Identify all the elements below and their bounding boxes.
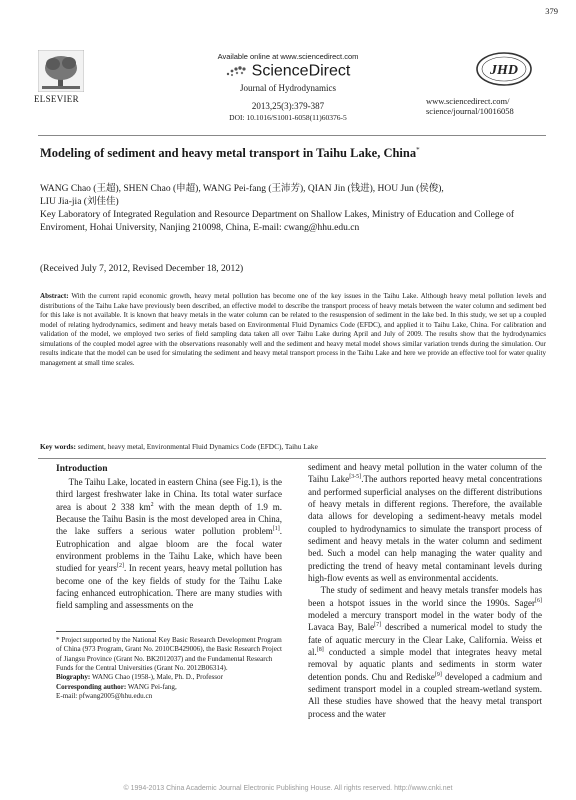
- citation[interactable]: [8]: [316, 646, 324, 653]
- copyright-footer: © 1994-2013 China Academic Journal Electronic Publishing House. All rights reserved. http://www.cnki.net: [123, 785, 453, 792]
- abstract-divider: [38, 458, 546, 459]
- sciencedirect-name: ScienceDirect: [251, 62, 351, 80]
- journal-volume: 2013,25(3):379-387: [251, 101, 325, 111]
- article-title: Modeling of sediment and heavy metal transport in Taihu Lake, China*: [40, 145, 420, 160]
- journal-website[interactable]: [426, 97, 546, 117]
- affiliation: Key Laboratory of Integrated Regulation and Resource Department on Shallow Lakes, Ministry of Education and College of Enviroment, Hohai University, Nanjing 210098, China, E-mail: cwang@hhu.edu.cn: [40, 210, 515, 234]
- article-doi[interactable]: DOI: 10.1016/S1001-6058(11)60376-5: [229, 113, 347, 122]
- biography: Biography: WANG Chao (1958-), Male, Ph. D., Professor: [56, 673, 223, 682]
- jhd-journal-logo: [474, 50, 534, 88]
- authors-line-1: WANG Chao (王超), SHEN Chao (申超), WANG Pei-fang (王沛芳), QIAN Jin (钱进), HOU Jun (侯俊),: [40, 184, 444, 194]
- website-line-1[interactable]: www.sciencedirect.com/: [426, 96, 510, 106]
- title-footnote-mark: *: [416, 145, 420, 154]
- abstract-text: With the current rapid economic growth, heavy metal pollution has become one of the key issues in the Taihu Lake. Although heavy metal pollution levels and distributions of the Taihu Lake have previously been described, an effective model to describe the transport process of heavy metals between the water column and sediment bed for this lake is not available. It is known that heavy metals in the water column can be related to the resuspension of sediment in the lake bed. In this study, we set up a coupled model of relating hydrodynamics, sediment and heavy metals based on Environmental Fluid Dynamics Code (EFDC), and applied it to Taihu Lake, China. For calibration and validation of the model, we employed two series of field sampling data taken all over Taihu Lake during April and July of 2009. The results show that the hydrodynamics simulations of the coupled model agree with the observations reasonably well and the sediment and heavy metal model shows similar variation trends during the simulation. Our results indicate that the model can be used for simulating the sediment and heavy metal transport process in the Taihu Lake and here we provide an effective tool for water quality management at small time scales.: [40, 292, 546, 367]
- journal-name: Journal of Hydrodynamics: [240, 83, 336, 93]
- header-divider: [38, 135, 546, 136]
- section-heading-introduction: Introduction: [56, 464, 108, 474]
- paragraph: sediment and heavy metal pollution in the water column of the Taihu Lake[3-5].The authors reported heavy metal concentrations and performed superficial analyses on the different distributions of heavy metals in different regions. Therefore, the available data allows for developing a sediment-heavy metals model coupled to hydrodynamics to simulate the transport process of sediment and heavy metals in the water column and sediment bed. Such a model can help managing the water quality and predicting the trend of heavy metal contaminant levels during high-flow events as well as environmental accidents.: [308, 462, 542, 583]
- keywords-label: Key words:: [40, 442, 76, 451]
- authors-line-2: LIU Jia-jia (刘佳佳): [40, 197, 119, 208]
- citation[interactable]: [1]: [272, 526, 280, 533]
- paragraph: The Taihu Lake, located in eastern China (see Fig.1), is the third largest freshwater lake in China. Its total water surface area is about 2 338 $km^2$ with the mean depth of 1.9 m. Because the Taihu Basin is the most developed area in China, the lake suffers a serious water pollution problem[1]. Eutrophication and algae bloom are the focal water environment problems in the Taihu Lake, which have been studied for years[2]. In recent years, heavy metal pollution has become one of the key fields of study for the Taihu Lake facing enhanced eutrophication. There are many studies with field sampling and assessments on the: [56, 477, 283, 611]
- keywords-text: sediment, heavy metal, Environmental Fluid Dynamics Code (EFDC), Taihu Lake: [77, 442, 318, 451]
- footnote-divider: [56, 631, 156, 632]
- abstract-label: Abstract:: [40, 292, 69, 300]
- received-dates: (Received July 7, 2012, Revised December 18, 2012): [40, 264, 244, 274]
- paragraph: The study of sediment and heavy metals transfer models has been a hotspot issues in the world since the 1990s. Sager[6] modeled a mercury transport model in the water body of the Lavaca Bay, Bale[7] described a numerical model to study the fate of aquatic mercury in the Clear Lake, California. Weiss et al.[8] conducted a simple model that integrates heavy metal removal by aquatic plants and sediments in storm water detention ponds. Chu and Rediske[9] developed a cadmium and sediment transport model in a coupled stream-wetland system. All these studies have showed that the heavy metal transport process and the water: [308, 585, 542, 719]
- available-online-line[interactable]: Available online at www.sciencedirect.com: [217, 52, 359, 61]
- citation[interactable]: [6]: [535, 597, 542, 604]
- abstract: [40, 292, 546, 368]
- jhd-logo-text: JHD: [490, 63, 518, 78]
- author-block: [40, 183, 550, 235]
- footnote-block: [56, 636, 282, 702]
- sciencedirect-dots-icon: [226, 65, 248, 77]
- citation[interactable]: [9]: [434, 671, 442, 678]
- page-number: 379: [545, 6, 558, 16]
- keywords: [40, 442, 318, 451]
- right-column: [308, 461, 542, 720]
- corresponding-email[interactable]: E-mail: pfwang2005@hhu.edu.cn: [56, 692, 153, 701]
- publisher-name: ELSEVIER: [34, 94, 79, 104]
- corresponding-author: Corresponding author: WANG Pei-fang,: [56, 682, 177, 691]
- website-line-2[interactable]: science/journal/10016058: [426, 105, 514, 116]
- citation[interactable]: [2]: [116, 563, 124, 570]
- left-column: [56, 476, 282, 612]
- citation[interactable]: [3-5]: [349, 474, 362, 481]
- project-note: * Project supported by the National Key Basic Research Development Program of China (973 Program, Grant No. 2010CB429006), the Basic Research Project of Jiangsu Province (Grant No. BK2012037) and the Fundamental Research Funds for the Central Universities (Grant No. 2012B06314).: [56, 636, 282, 673]
- citation[interactable]: [7]: [374, 622, 382, 629]
